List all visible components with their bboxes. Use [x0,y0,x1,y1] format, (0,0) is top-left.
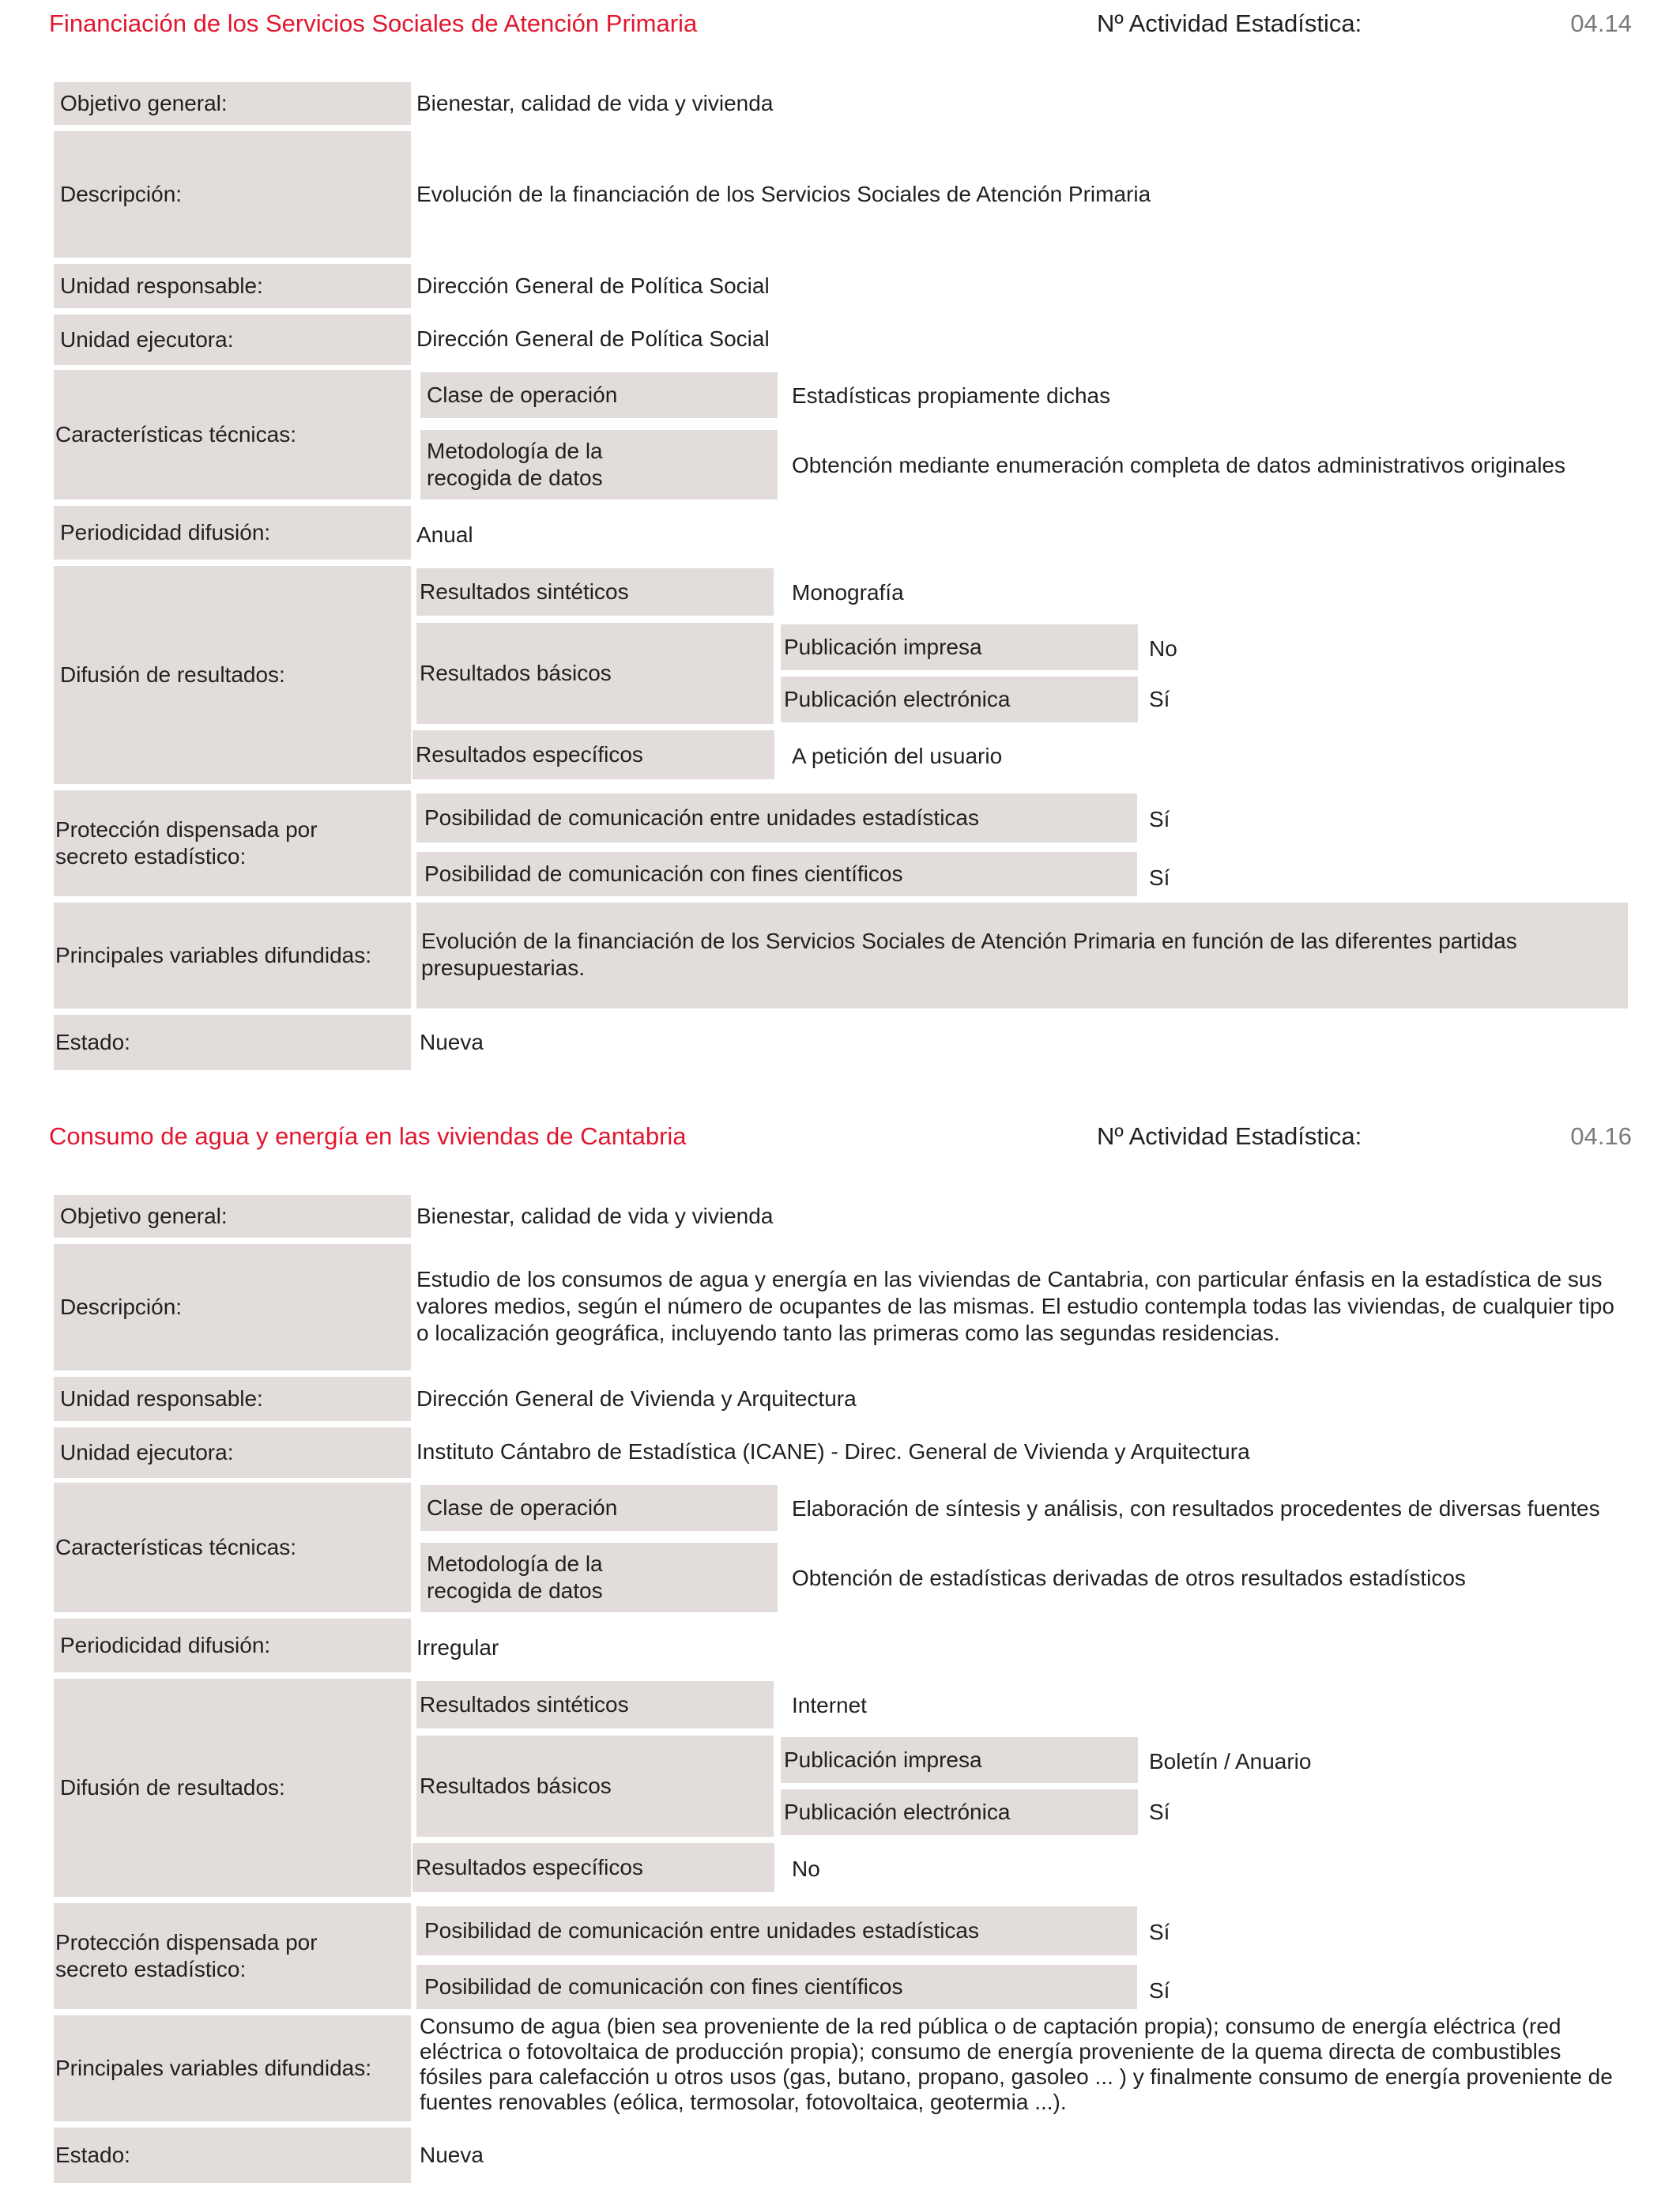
descripcion-label: Descripción: [54,1244,411,1370]
metodologia-value: Obtención mediante enumeración completa de datos administrativos originales [792,453,1565,477]
comunicacion-unidades-label: Posibilidad de comunicación entre unidades estadísticas [416,1906,1137,1955]
descripcion-label: Descripción: [54,131,411,258]
comunicacion-cientificos-label: Posibilidad de comunicación con fines científicos [416,852,1137,896]
publicacion-impresa-value: Boletín / Anuario [1149,1749,1312,1774]
resultados-sinteticos-value: Internet [792,1693,867,1717]
resultados-basicos-label: Resultados básicos [416,623,774,724]
objetivo-value: Bienestar, calidad de vida y vivienda [416,1204,774,1228]
estado-label: Estado: [54,2128,411,2183]
resultados-especificos-value: No [792,1857,820,1881]
unidad-responsable-value: Dirección General de Vivienda y Arquitectura [416,1386,857,1411]
difusion-label: Difusión de resultados: [54,566,411,784]
clase-operacion-label: Clase de operación [420,372,778,418]
estado-value: Nueva [420,1030,484,1054]
comunicacion-cientificos-value: Sí [1149,1978,1170,2003]
publicacion-impresa-label: Publicación impresa [781,624,1138,670]
periodicidad-value: Anual [416,522,473,547]
publicacion-electronica-label: Publicación electrónica [781,677,1138,722]
metodologia-label: Metodología de la recogida de datos [420,1543,778,1612]
comunicacion-unidades-value: Sí [1149,1920,1170,1944]
descripcion-value: Evolución de la financiación de los Servicios Sociales de Atención Primaria [416,182,1151,206]
unidad-responsable-label: Unidad responsable: [54,264,411,308]
record-title: Financiación de los Servicios Sociales de Atención Primaria [49,9,698,37]
metodologia-label: Metodología de la recogida de datos [420,430,778,499]
unidad-ejecutora-label: Unidad ejecutora: [54,1427,411,1478]
publicacion-electronica-value: Sí [1149,687,1170,711]
publicacion-electronica-label: Publicación electrónica [781,1789,1138,1835]
activity-number-label: Nº Actividad Estadística: [1097,1122,1362,1150]
resultados-especificos-label: Resultados específicos [412,730,774,779]
difusion-label: Difusión de resultados: [54,1679,411,1897]
caracteristicas-label: Características técnicas: [54,370,411,499]
proteccion-label: Protección dispensada por secreto estadístico: [54,1903,411,2009]
periodicidad-label: Periodicidad difusión: [54,506,411,560]
resultados-especificos-label: Resultados específicos [412,1843,774,1892]
periodicidad-label: Periodicidad difusión: [54,1619,411,1672]
variables-value: Evolución de la financiación de los Servicios Sociales de Atención Primaria en función de las diferentes partidas presupuestarias. [421,929,1517,980]
publicacion-electronica-value: Sí [1149,1800,1170,1824]
statistic-record-04-16 [0,1113,1680,2194]
publicacion-impresa-value: No [1149,636,1177,661]
descripcion-value: Estudio de los consumos de agua y energía en las viviendas de Cantabria, con particular énfasis en la estadística de sus valores medios, según el número de ocupantes de las mismas. El estudio contempla todas las viviendas, de cualquier tipo o localización geográfica, incluyendo tanto las primeras como las segundas residencias. [416,1267,1614,1345]
estado-value: Nueva [420,2143,484,2167]
unidad-responsable-value: Dirección General de Política Social [416,273,770,298]
activity-number: 04.14 [1570,9,1632,37]
comunicacion-unidades-label: Posibilidad de comunicación entre unidades estadísticas [416,794,1137,843]
unidad-responsable-label: Unidad responsable: [54,1377,411,1421]
resultados-sinteticos-label: Resultados sintéticos [416,568,774,616]
proteccion-label: Protección dispensada por secreto estadístico: [54,790,411,896]
caracteristicas-label: Características técnicas: [54,1483,411,1612]
estado-label: Estado: [54,1015,411,1070]
unidad-ejecutora-value: Dirección General de Política Social [416,326,770,351]
objetivo-value: Bienestar, calidad de vida y vivienda [416,91,774,115]
variables-value-box [416,903,1628,1008]
unidad-ejecutora-value: Instituto Cántabro de Estadística (ICANE) - Direc. General de Vivienda y Arquitectura [416,1439,1250,1464]
clase-operacion-value: Estadísticas propiamente dichas [792,383,1111,408]
clase-operacion-label: Clase de operación [420,1485,778,1531]
comunicacion-cientificos-label: Posibilidad de comunicación con fines científicos [416,1965,1137,2009]
activity-number-label: Nº Actividad Estadística: [1097,9,1362,37]
resultados-basicos-label: Resultados básicos [416,1736,774,1837]
publicacion-impresa-label: Publicación impresa [781,1737,1138,1783]
periodicidad-value: Irregular [416,1635,499,1660]
resultados-especificos-value: A petición del usuario [792,744,1003,768]
record-title: Consumo de agua y energía en las viviendas de Cantabria [49,1122,687,1150]
variables-value: Consumo de agua (bien sea proveniente de la red pública o de captación propia); consumo de energía eléctrica (red eléctrica o fotovoltaica de producción propia); consumo de energía proveniente de la quema directa de combustibles fósiles para calefacción u otros usos (gas, butano, propano, gasoleo ... ) y finalmente consumo de energía proveniente de fuentes renovables (eólica, termosolar, fotovoltaica, geotermia ...). [420,2014,1613,2114]
resultados-sinteticos-label: Resultados sintéticos [416,1681,774,1728]
variables-label: Principales variables difundidas: [54,903,411,1008]
metodologia-value: Obtención de estadísticas derivadas de otros resultados estadísticos [792,1566,1466,1590]
unidad-ejecutora-label: Unidad ejecutora: [54,315,411,365]
activity-number: 04.16 [1570,1122,1632,1150]
objetivo-label: Objetivo general: [54,1195,411,1238]
comunicacion-unidades-value: Sí [1149,807,1170,831]
variables-label: Principales variables difundidas: [54,2015,411,2121]
clase-operacion-value: Elaboración de síntesis y análisis, con resultados procedentes de diversas fuentes [792,1496,1600,1521]
objetivo-label: Objetivo general: [54,82,411,125]
comunicacion-cientificos-value: Sí [1149,865,1170,890]
resultados-sinteticos-value: Monografía [792,580,904,605]
